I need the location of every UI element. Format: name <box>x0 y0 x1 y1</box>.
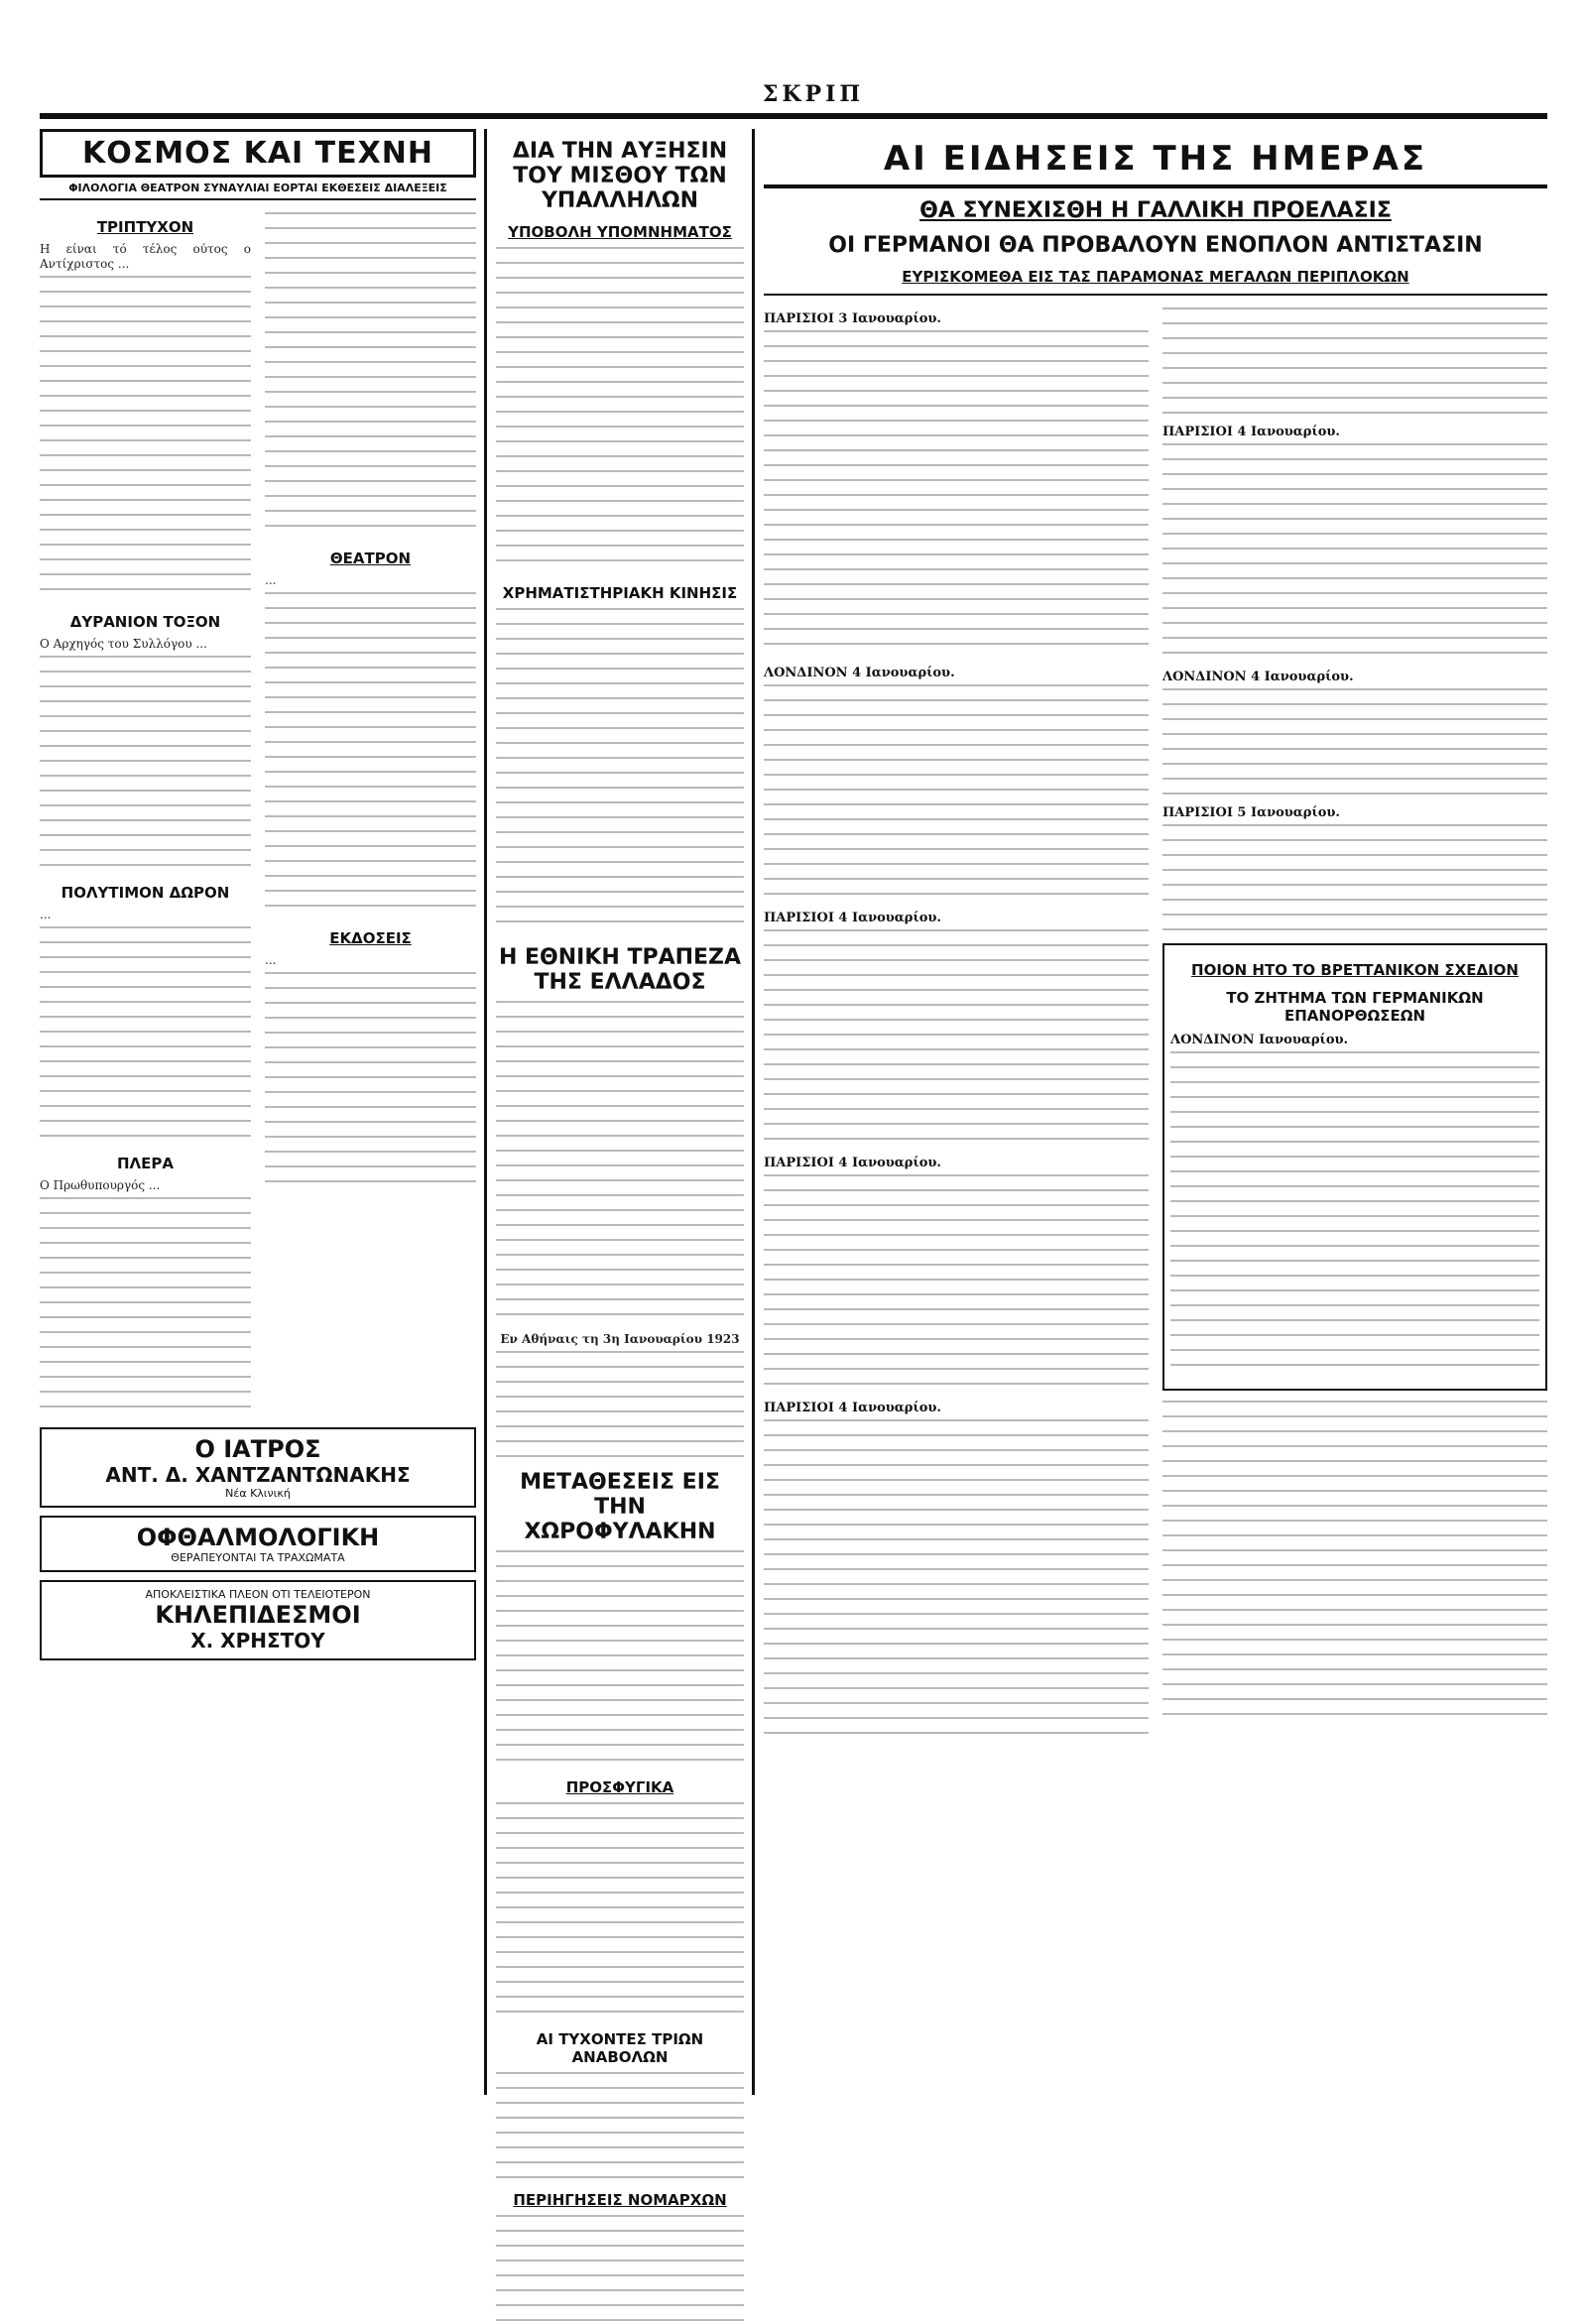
text-block <box>496 1001 744 1328</box>
subheadline: ΕΥΡΙΣΚΟΜΕΘΑ ΕΙΣ ΤΑΣ ΠΑΡΑΜΟΝΑΣ ΜΕΓΑΛΩΝ ΠΕΡΙΠΛΟΚΩΝ <box>902 268 1409 286</box>
boxed-subtitle: ΤΟ ΖΗΤΗΜΑ ΤΩΝ ΓΕΡΜΑΝΙΚΩΝ ΕΠΑΝΟΡΘΩΣΕΩΝ <box>1226 989 1484 1025</box>
text-block <box>40 1197 251 1415</box>
ad-name: Χ. ΧΡΗΣΤΟΥ <box>190 1629 325 1652</box>
date-line: Εν Αθήναις τη 3η Ιανουαρίου 1923 <box>500 1332 740 1346</box>
text-block <box>1162 824 1547 933</box>
ad-title: ΟΦΘΑΛΜΟΛΟΓΙΚΗ <box>136 1524 380 1551</box>
masthead <box>40 79 1547 119</box>
article-headline: ΑΙ ΤΥΧΟΝΤΕΣ ΤΡΙΩΝ ΑΝΑΒΟΛΩΝ <box>536 2030 704 2066</box>
middle-column <box>496 129 744 2209</box>
advertisement <box>40 1516 476 1572</box>
advertisement <box>40 1580 476 1660</box>
article-headline: Η ΕΘΝΙΚΗ ΤΡΑΠΕΖΑ ΤΗΣ ΕΛΛΑΔΟΣ <box>498 945 742 995</box>
text-block <box>764 1174 1149 1393</box>
left-subcolumn-b <box>265 208 476 1419</box>
news-subcolumn-a <box>764 304 1149 1751</box>
ad-title: ΚΗΛΕΠΙΔΕΣΜΟΙ <box>155 1601 361 1629</box>
item-text: ... <box>265 953 277 967</box>
dispatch-dateline: ΛΟΝΔΙΝΟΝ 4 Ιανουαρίου. <box>1162 670 1354 684</box>
left-subcolumns <box>40 208 476 1419</box>
dispatch-dateline: ΠΑΡΙΣΙΟΙ 4 Ιανουαρίου. <box>764 1401 941 1415</box>
text-block <box>40 276 251 603</box>
ad-name: ΑΝΤ. Δ. ΧΑΝΤΖΑΝΤΩΝΑΚΗΣ <box>105 1463 411 1487</box>
left-subcolumn-a <box>40 208 251 1419</box>
item-text: Ο Αρχηγός του Συλλόγου ... <box>40 637 207 651</box>
main-news-column <box>764 129 1547 2095</box>
dispatch-dateline: ΠΑΡΙΣΙΟΙ 5 Ιανουαρίου. <box>1162 805 1340 820</box>
ad-line: Νέα Κλινική <box>225 1487 291 1500</box>
text-block <box>1162 1401 1547 1728</box>
item-heading: ΤΡΙΠΤΥΧΟΝ <box>96 218 194 236</box>
article-headline: ΜΕΤΑΘΕΣΕΙΣ ΕΙΣ ΤΗΝ ΧΩΡΟΦΥΛΑΚΗΝ <box>520 1470 720 1544</box>
article-headline: ΠΕΡΙΗΓΗΣΕΙΣ ΝΟΜΑΡΧΩΝ <box>513 2191 727 2209</box>
text-block <box>496 1351 744 1460</box>
dispatch-dateline: ΛΟΝΔΙΝΟΝ Ιανουαρίου. <box>1170 1033 1349 1047</box>
text-block <box>496 1550 744 1769</box>
text-block <box>265 592 476 919</box>
text-block <box>496 247 744 574</box>
section-subtitle: ΦΙΛΟΛΟΓΙΑ ΘΕΑΤΡΟΝ ΣΥΝΑΥΛΙΑΙ ΕΟΡΤΑΙ ΕΚΘΕΣΕΙΣ ΔΙΑΛΕΞΕΙΣ <box>40 178 476 200</box>
dispatch-dateline: ΠΑΡΙΣΙΟΙ 4 Ιανουαρίου. <box>764 1156 941 1170</box>
divider <box>764 294 1547 296</box>
item-text: Η είναι τό τέλος ούτος ο Αντίχριστος ... <box>40 242 251 271</box>
ad-title: Ο ΙΑΤΡΟΣ <box>194 1435 321 1463</box>
dispatch-dateline: ΠΑΡΙΣΙΟΙ 3 Ιανουαρίου. <box>764 311 941 326</box>
column-rule <box>752 129 755 2095</box>
news-subcolumns <box>764 304 1547 1751</box>
text-block <box>1162 307 1547 417</box>
text-block <box>496 1802 744 2020</box>
dispatch-dateline: ΠΑΡΙΣΙΟΙ 4 Ιανουαρίου. <box>764 911 941 925</box>
item-text: ... <box>40 908 52 921</box>
news-subcolumn-b <box>1162 304 1547 1751</box>
text-block <box>764 684 1149 903</box>
boxed-article <box>1162 943 1547 1391</box>
left-column <box>40 129 476 2095</box>
section-title: ΚΟΣΜΟΣ ΚΑΙ ΤΕΧΝΗ <box>40 129 476 178</box>
text-block <box>40 656 251 874</box>
item-heading: ΘΕΑΤΡΟΝ <box>329 550 412 567</box>
ad-line: ΘΕΡΑΠΕΥΟΝΤΑΙ ΤΑ ΤΡΑΧΩΜΑΤΑ <box>171 1551 345 1564</box>
text-block <box>265 972 476 1190</box>
dispatch-dateline: ΛΟΝΔΙΝΟΝ 4 Ιανουαρίου. <box>764 666 955 680</box>
text-block <box>764 1419 1149 1747</box>
masthead-title: ΣΚΡΙΠ <box>762 81 865 107</box>
text-block <box>764 929 1149 1148</box>
text-block <box>1162 688 1547 797</box>
text-block <box>40 926 251 1145</box>
item-text: Ο Πρωθυπουργός ... <box>40 1178 161 1192</box>
main-headline: ΑΙ ΕΙΔΗΣΕΙΣ ΤΗΣ ΗΜΕΡΑΣ <box>764 139 1547 188</box>
item-text: ... <box>265 573 277 587</box>
subheadline: ΘΑ ΣΥΝΕΧΙΣΘΗ Η ΓΑΛΛΙΚΗ ΠΡΟΕΛΑΣΙΣ <box>919 198 1392 223</box>
text-block <box>1170 1051 1539 1379</box>
article-headline: ΔΙΑ ΤΗΝ ΑΥΞΗΣΙΝ ΤΟΥ ΜΙΣΘΟΥ ΤΩΝ ΥΠΑΛΛΗΛΩΝ <box>512 139 728 213</box>
subheadline: ΟΙ ΓΕΡΜΑΝΟΙ ΘΑ ΠΡΟΒΑΛΟΥΝ ΕΝΟΠΛΟΝ ΑΝΤΙΣΤΑΣΙΝ <box>828 233 1483 258</box>
column-rule <box>484 129 487 2095</box>
text-block <box>764 330 1149 658</box>
advertisement <box>40 1427 476 1508</box>
text-block <box>496 2215 744 2324</box>
article-headline: ΠΡΟΣΦΥΓΙΚΑ <box>565 1778 674 1796</box>
article-headline: ΧΡΗΜΑΤΙΣΤΗΡΙΑΚΗ ΚΙΝΗΣΙΣ <box>502 584 738 602</box>
item-heading: ΕΚΔΟΣΕΙΣ <box>329 929 412 947</box>
item-heading: ΔΥΡΑΝΙΟΝ ΤΟΞΟΝ <box>69 613 221 631</box>
text-block <box>265 212 476 540</box>
text-block <box>1162 443 1547 662</box>
item-heading: ΠΛΕΡΑ <box>116 1155 174 1172</box>
text-block <box>496 608 744 935</box>
article-subheadline: ΥΠΟΒΟΛΗ ΥΠΟΜΝΗΜΑΤΟΣ <box>508 223 732 241</box>
text-block <box>496 2072 744 2181</box>
item-heading: ΠΟΛΥΤΙΜΟΝ ΔΩΡΟΝ <box>61 884 230 902</box>
boxed-title: ΠΟΙΟΝ ΗΤΟ ΤΟ ΒΡΕΤΤΑΝΙΚΟΝ ΣΧΕΔΙΟΝ <box>1191 961 1519 979</box>
dispatch-dateline: ΠΑΡΙΣΙΟΙ 4 Ιανουαρίου. <box>1162 425 1340 439</box>
ad-line: ΑΠΟΚΛΕΙΣΤΙΚΑ ΠΛΕΟΝ ΟΤΙ ΤΕΛΕΙΟΤΕΡΟΝ <box>145 1588 371 1601</box>
